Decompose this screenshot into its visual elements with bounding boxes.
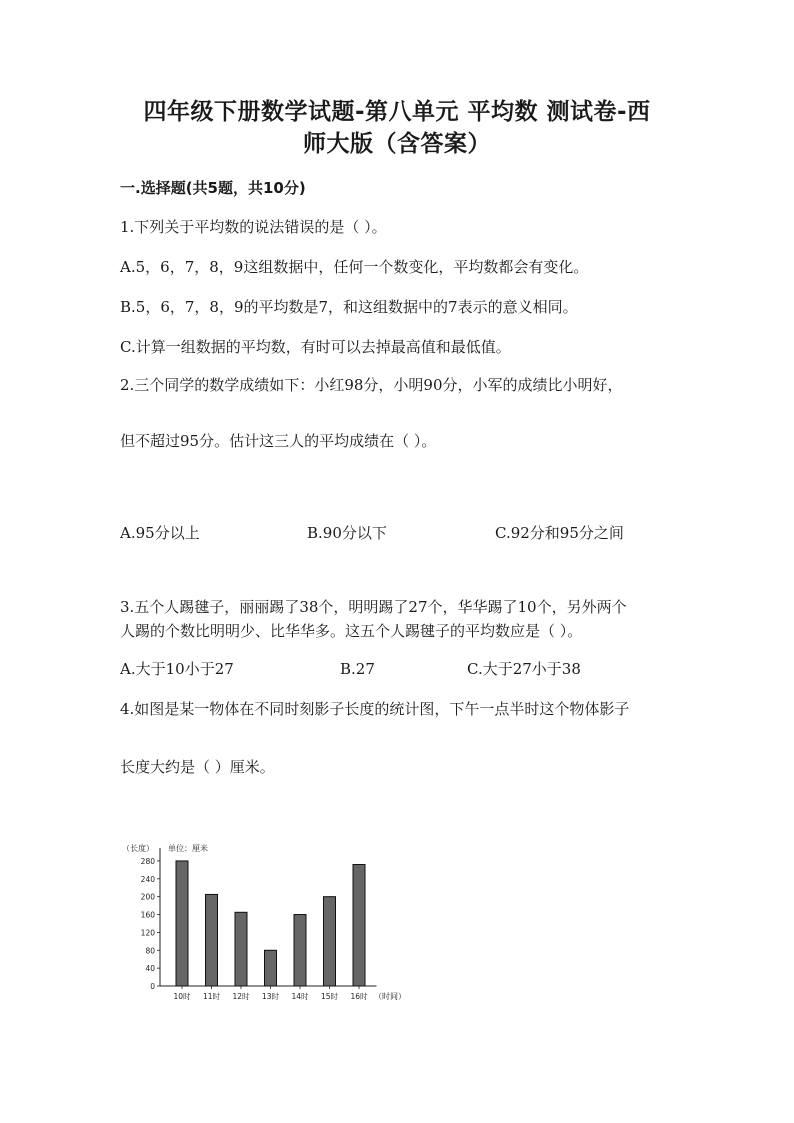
q3-stem-line-1: 3.五个人踢毽子，丽丽踢了38个，明明踢了27个，华华踢了10个，另外两个 <box>120 598 627 616</box>
q3-option-c: C.大于27小于38 <box>467 660 581 678</box>
section-heading: 一.选择题(共5题，共10分) <box>120 179 306 197</box>
x-tick-label: 14时 <box>291 992 309 1001</box>
bar <box>324 897 336 986</box>
page-title <box>90 96 704 160</box>
q3-stem-line-2: 人踢的个数比明明少、比华华多。这五个人踢毽子的平均数应是（ ）。 <box>120 622 583 640</box>
x-tick-label: 12时 <box>232 992 250 1001</box>
chart-ylabel: （长度） <box>122 844 154 853</box>
x-tick-label: 11时 <box>202 992 221 1001</box>
y-tick-label: 120 <box>140 928 155 938</box>
bar <box>235 912 247 986</box>
y-tick-label: 0 <box>150 982 155 991</box>
q2-stem-line-2: 但不超过95分。估计这三人的平均成绩在（ ）。 <box>120 432 437 450</box>
q2-option-a: A.95分以上 <box>120 524 200 542</box>
q1-option-a: A.5，6，7，8，9这组数据中，任何一个数变化，平均数都会有变化。 <box>120 258 589 276</box>
q3-option-a: A.大于10小于27 <box>120 660 234 678</box>
x-tick-label: 16时 <box>350 992 368 1001</box>
bar <box>176 861 188 986</box>
title-line-2: 师大版（含答案） <box>303 131 491 157</box>
chart-unit-label: 单位：厘米 <box>168 844 208 853</box>
q1-option-c: C.计算一组数据的平均数，有时可以去掉最高值和最低值。 <box>120 338 511 356</box>
q4-stem-line-2: 长度大约是（ ）厘米。 <box>120 758 275 776</box>
q2-option-b: B.90分以下 <box>307 524 387 542</box>
x-tick-label: 10时 <box>173 992 191 1001</box>
q1-stem: 1.下列关于平均数的说法错误的是（ ）。 <box>120 218 387 236</box>
shadow-length-bar-chart <box>110 835 410 1015</box>
bar <box>353 865 365 986</box>
q4-stem-line-1: 4.如图是某一物体在不同时刻影子长度的统计图，下午一点半时这个物体影子 <box>120 700 630 718</box>
bar <box>265 950 277 986</box>
bar <box>294 915 306 986</box>
x-tick-label: 15时 <box>320 992 339 1001</box>
bar <box>206 894 218 986</box>
y-tick-label: 40 <box>145 964 155 974</box>
y-tick-label: 240 <box>140 874 155 884</box>
y-tick-label: 200 <box>140 892 155 902</box>
y-tick-label: 160 <box>140 910 155 920</box>
title-line-1: 四年级下册数学试题-第八单元 平均数 测试卷-西 <box>143 99 651 125</box>
q2-stem-line-1: 2.三个同学的数学成绩如下：小红98分，小明90分，小军的成绩比小明好， <box>120 376 623 394</box>
y-tick-label: 280 <box>140 856 155 866</box>
q2-option-c: C.92分和95分之间 <box>495 524 624 542</box>
chart-xlabel: （时间） <box>374 992 406 1001</box>
q1-option-b: B.5，6，7，8，9的平均数是7，和这组数据中的7表示的意义相同。 <box>120 298 578 316</box>
y-tick-label: 80 <box>145 946 155 956</box>
x-tick-label: 13时 <box>261 992 280 1001</box>
q3-option-b: B.27 <box>340 660 375 678</box>
